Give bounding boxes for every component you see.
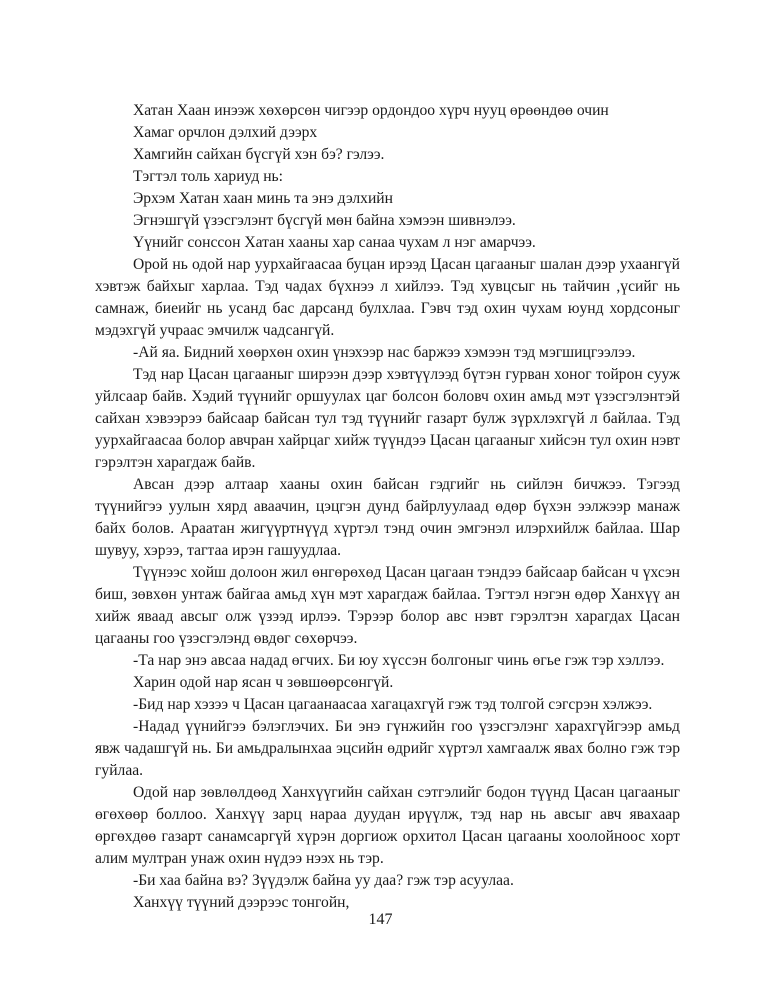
verse-block [95, 100, 680, 254]
paragraph: -Надад үүнийгээ бэлэглэчих. Би энэ гүнжийн гоо үзэсгэлэнг харахгүйгээр амьд явж чадашгүй нь. Би амьдралынхаа эцсийн өдрийг хүртэл хамгаалж явах болно гэж тэр гуйлаа. [95, 718, 680, 779]
verse-line: Эрхэм Хатан хаан минь та энэ дэлхийн [133, 190, 393, 207]
verse-line: Хатан Хаан инээж хөхөрсөн чигээр ордондоо хүрч нууц өрөөндөө очин [133, 102, 609, 119]
paragraph: Ханхүү түүний дээрээс тонгойн, [133, 894, 350, 911]
page-body [95, 100, 680, 914]
paragraph: -Би хаа байна вэ? Зүүдэлж байна уу даа? гэж тэр асуулаа. [133, 872, 514, 889]
verse-line: Үүнийг сонссон Хатан хааны хар санаа чухам л нэг амарчээ. [133, 234, 536, 251]
paragraph: -Бид нар хэзээ ч Цасан цагаанаасаа хагацахгүй гэж тэд толгой сэгсрэн хэлжээ. [133, 696, 653, 713]
paragraph: -Ай яа. Бидний хөөрхөн охин үнэхээр нас баржээ хэмээн тэд мэгшицгээлээ. [133, 344, 636, 361]
paragraph: Харин одой нар ясан ч зөвшөөрсөнгүй. [133, 674, 394, 691]
paragraph: Одой нар зөвлөлдөөд Ханхүүгийн сайхан сэтгэлийг бодон түүнд Цасан цагааныг өгөхөөр боллоо. Ханхүү зарц нараа дуудан ирүүлж, тэд нар нь авсыг авч явахаар өргөхдөө газарт санамсаргүй хүрэн доргиож орхитол Цасан цагааны хоолойноос хорт алим мултран унаж охин нүдээ нээх нь тэр. [95, 784, 680, 867]
paragraph: Орой нь одой нар уурхайгаасаа буцан ирээд Цасан цагааныг шалан дээр ухаангүй хэвтэж байхыг харлаа. Тэд чадах бүхнээ л хийлээ. Тэд хувцсыг нь тайчин ,үсийг нь самнаж, биеийг нь усанд бас дарсанд булхлаа. Гэвч тэд охин чухам юунд хордсоныг мэдэхгүй учраас эмчилж чадсангүй. [95, 256, 680, 339]
page-number: 147 [368, 911, 393, 928]
paragraph: -Та нар энэ авсаа надад өгчих. Би юу хүссэн болгоныг чинь өгье гэж тэр хэллээ. [133, 652, 665, 669]
verse-line: Хамаг орчлон дэлхий дээрх [133, 124, 318, 141]
paragraph: Авсан дээр алтаар хааны охин байсан гэдгийг нь сийлэн бичжээ. Тэгээд түүнийгээ уулын хярд аваачин, цэцгэн дунд байрлуулаад өдөр бүхэн ээлжээр манаж байх болов. Араатан жигүүртнүүд хүртэл тэнд очин эмгэнэл илэрхийлж байлаа. Шар шувуу, хэрээ, тагтаа ирэн гашуудлаа. [95, 476, 680, 559]
verse-line: Эгнэшгүй үзэсгэлэнт бүсгүй мөн байна хэмээн шивнэлээ. [133, 212, 516, 229]
paragraph: Түүнээс хойш долоон жил өнгөрөхөд Цасан цагаан тэндээ байсаар байсан ч үхсэн биш, зөвхөн унтаж байгаа амьд хүн мэт харагдаж байлаа. Тэгтэл нэгэн өдөр Ханхүү ан хийж яваад авсыг олж үзээд ирлээ. Тэрээр болор авс нэвт гэрэлтэн харагдах Цасан цагааны гоо үзэсгэлэнд өвдөг сөхөрчээ. [95, 564, 680, 647]
verse-line: Хамгийн сайхан бүсгүй хэн бэ? гэлээ. [133, 146, 385, 163]
paragraph: Тэд нар Цасан цагааныг ширээн дээр хэвтүүлээд бүтэн гурван хоног тойрон сууж уйлсаар байв. Хэдий түүнийг оршуулах цаг болсон боловч охин амьд мэт үзэсгэлэнтэй сайхан хэвээрээ байсаар байсан тул тэд түүнийг газарт булж зүрхлэхгүй л байлаа. Тэд уурхайгаасаа болор авчран хайрцаг хийж түүндээ Цасан цагааныг хийсэн тул охин нэвт гэрэлтэн харагдаж байв. [95, 366, 680, 471]
verse-line: Тэгтэл толь хариуд нь: [133, 168, 283, 185]
